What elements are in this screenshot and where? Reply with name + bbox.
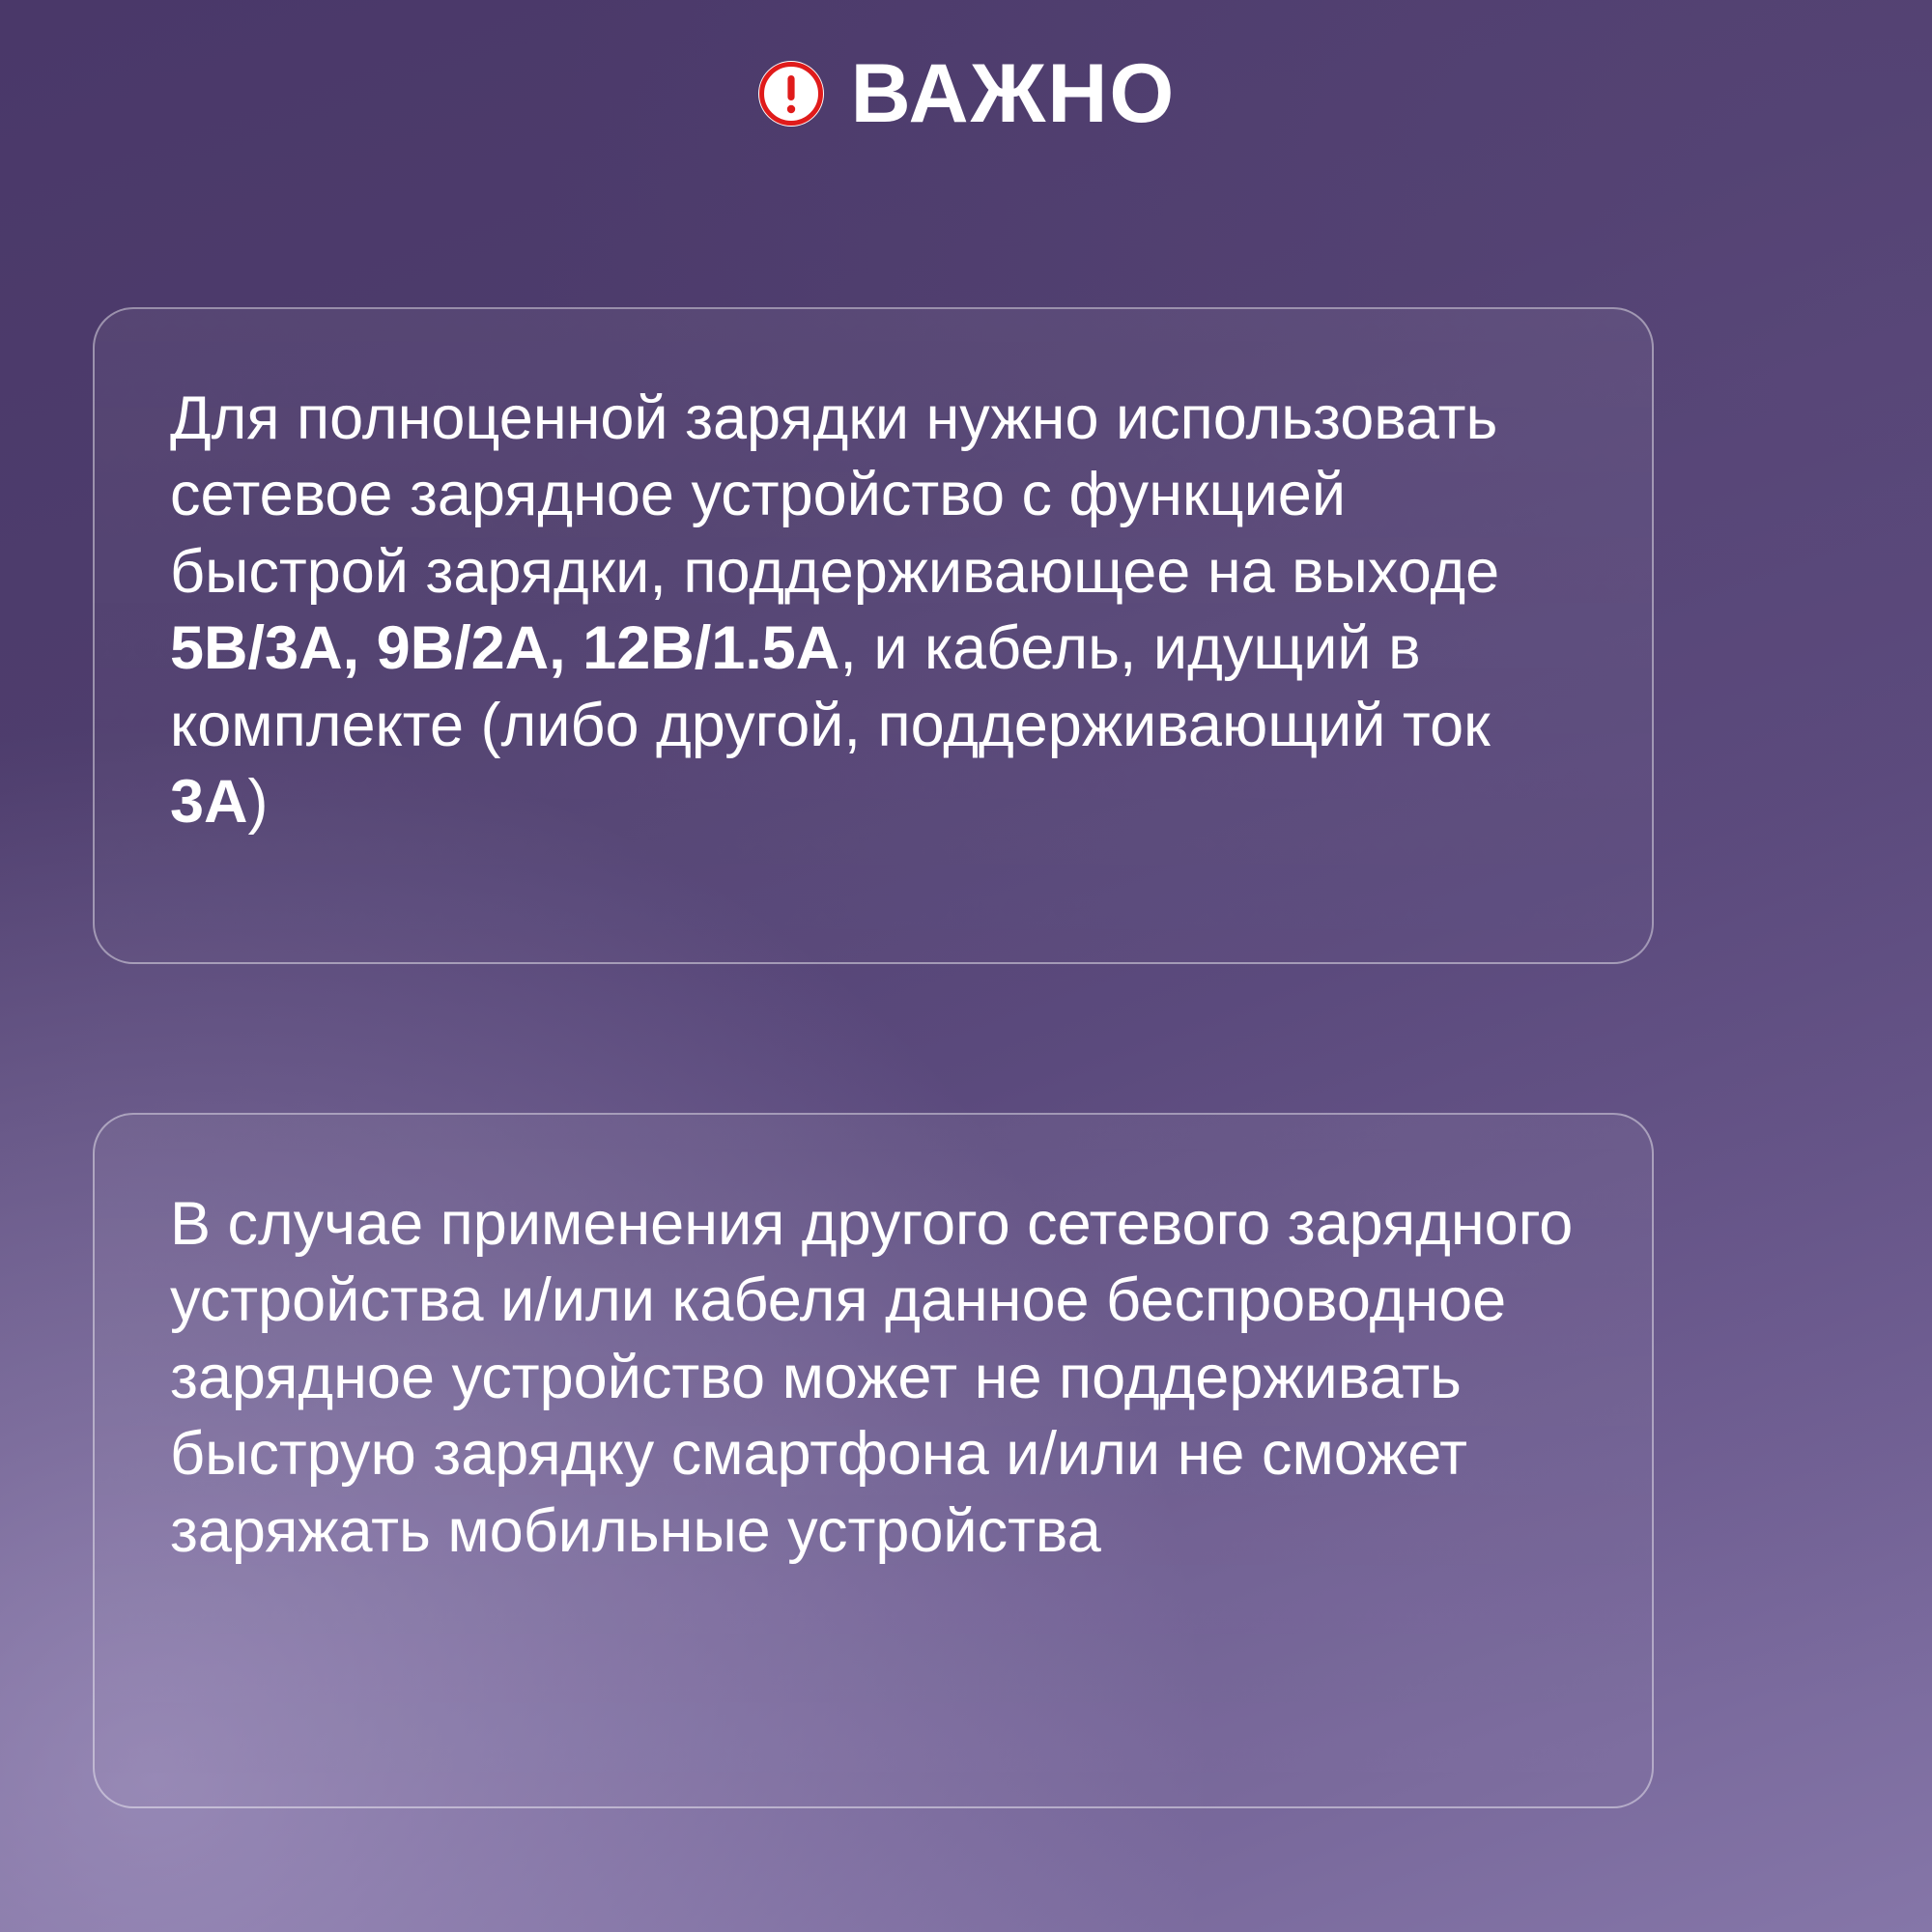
card-1-segment-3: 3А — [170, 767, 248, 836]
card-1-segment-1: 5В/3А, 9В/2А, 12В/1.5А — [170, 614, 840, 683]
exclamation-circle-icon — [756, 59, 826, 128]
info-card-other-charger-warning — [93, 1113, 1654, 1808]
header — [0, 47, 1932, 140]
card-2-text — [170, 1186, 1577, 1570]
page-title: ВАЖНО — [850, 47, 1177, 140]
info-card-charging-requirements — [93, 307, 1654, 964]
card-1-segment-4: ) — [247, 767, 269, 836]
card-1-text — [170, 381, 1577, 840]
card-1-segment-2: , и кабель, идущий в комплекте (либо другой, поддерживающий ток — [170, 614, 1491, 759]
card-2-segment-0: В случае применения другого сетевого зарядного устройства и/или кабеля данное беспроводное зарядное устройство может не поддерживать быструю зарядку смартфона и/или не сможет заряжать мобильные устройства — [170, 1190, 1574, 1565]
card-1-segment-0: Для полноценной зарядки нужно использовать сетевое зарядное устройство с функцией быстрой зарядки, поддерживающее на выходе — [170, 384, 1500, 606]
